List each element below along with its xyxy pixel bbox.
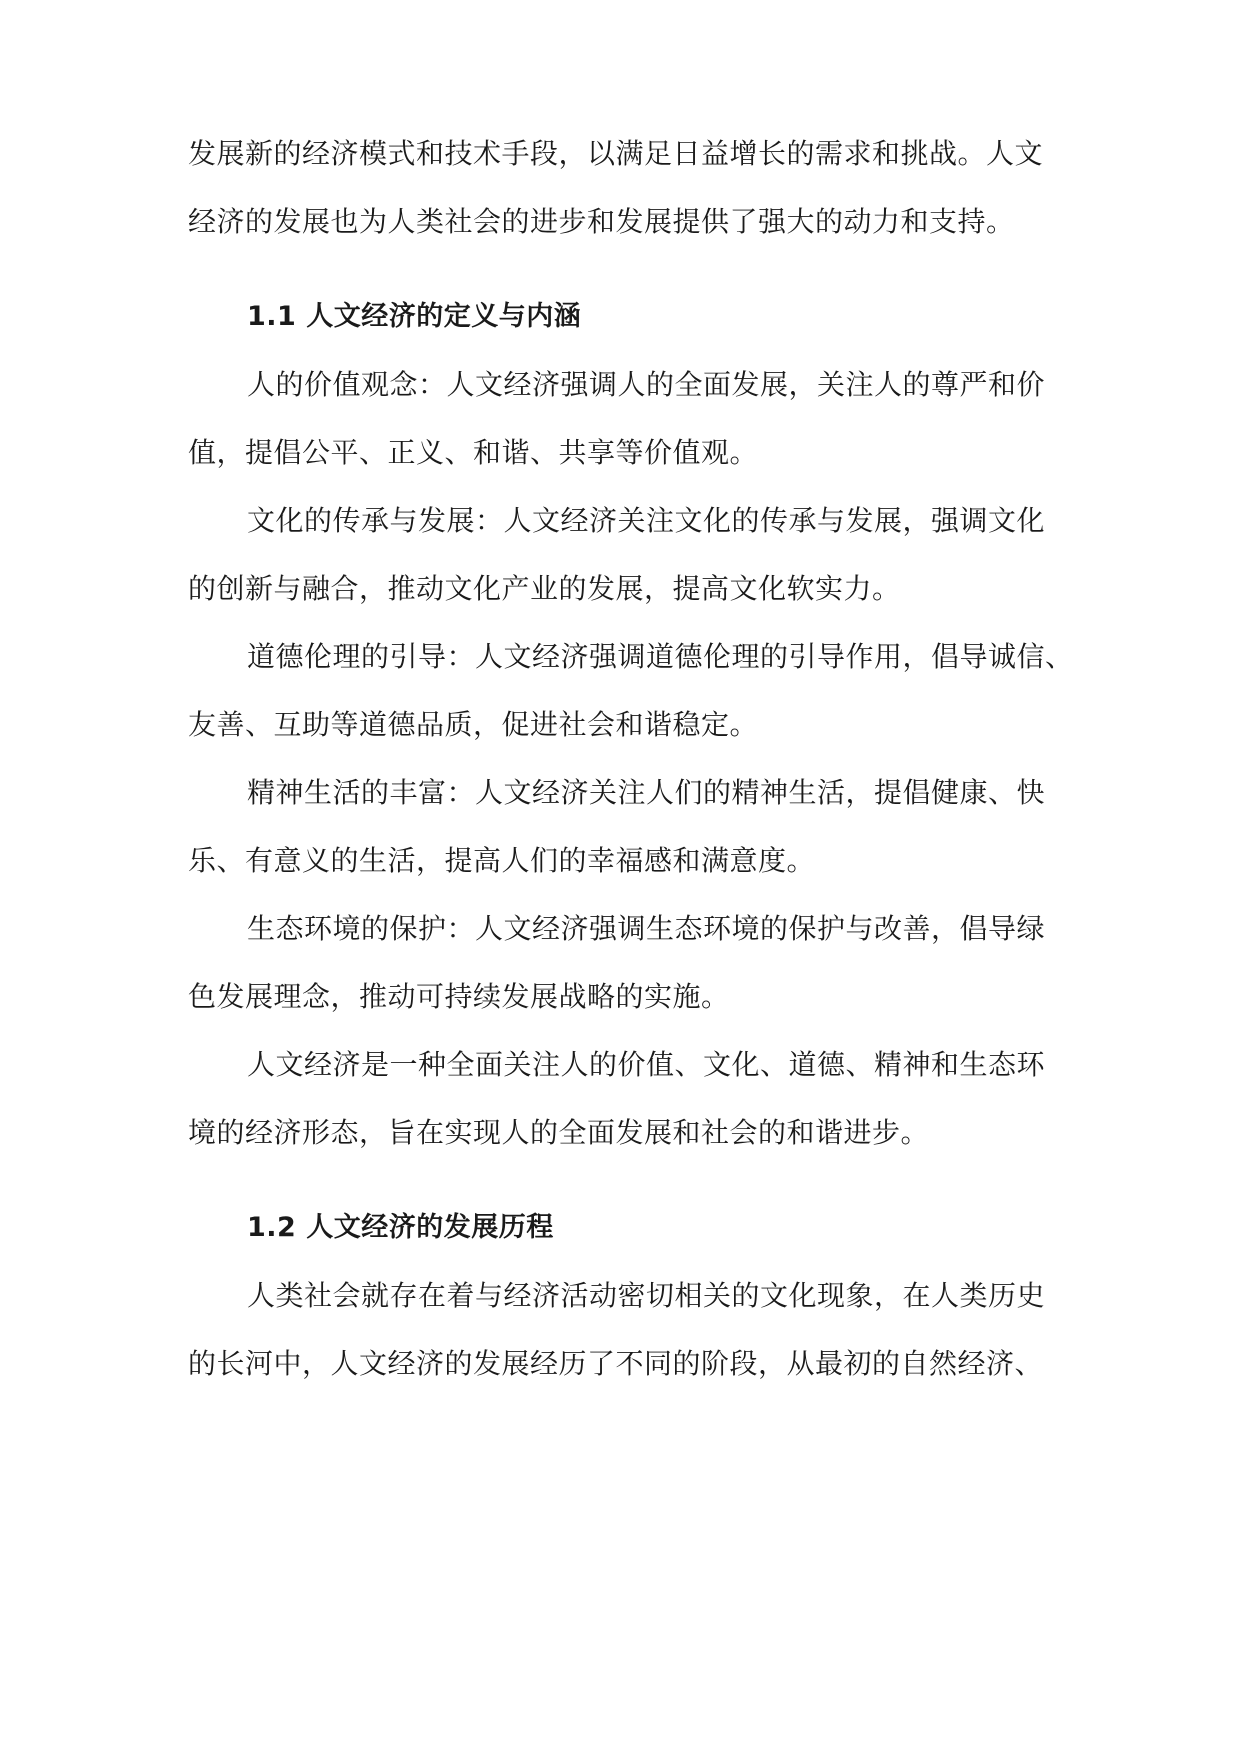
paragraph-line: 色发展理念，推动可持续发展战略的实施。: [188, 980, 730, 1013]
paragraph-line: 人类社会就存在着与经济活动密切相关的文化现象，在人类历史: [247, 1279, 1046, 1312]
paragraph-line: 的创新与融合，推动文化产业的发展，提高文化软实力。: [188, 572, 901, 605]
section-heading-1-2: 1.2 人文经济的发展历程: [247, 1212, 554, 1243]
paragraph-line: 生态环境的保护：人文经济强调生态环境的保护与改善，倡导绿: [247, 912, 1046, 945]
paragraph-line: 的长河中，人文经济的发展经历了不同的阶段，从最初的自然经济、: [188, 1347, 1044, 1380]
paragraph-line: 乐、有意义的生活，提高人们的幸福感和满意度。: [188, 844, 816, 877]
intro-line-1: 发展新的经济模式和技术手段，以满足日益增长的需求和挑战。人文: [188, 137, 1044, 170]
paragraph-line: 精神生活的丰富：人文经济关注人们的精神生活，提倡健康、快: [247, 776, 1046, 809]
paragraph-line: 友善、互助等道德品质，促进社会和谐稳定。: [188, 708, 759, 741]
paragraph-line: 道德伦理的引导：人文经济强调道德伦理的引导作用，倡导诚信、: [247, 640, 1074, 673]
section-heading-1-1: 1.1 人文经济的定义与内涵: [247, 301, 582, 332]
paragraph-line: 值，提倡公平、正义、和谐、共享等价值观。: [188, 436, 759, 469]
paragraph-line: 文化的传承与发展：人文经济关注文化的传承与发展，强调文化: [247, 504, 1046, 537]
intro-line-2: 经济的发展也为人类社会的进步和发展提供了强大的动力和支持。: [188, 205, 1015, 238]
paragraph-line: 人文经济是一种全面关注人的价值、文化、道德、精神和生态环: [247, 1048, 1046, 1081]
paragraph-line: 人的价值观念：人文经济强调人的全面发展，关注人的尊严和价: [247, 368, 1046, 401]
paragraph-line: 境的经济形态，旨在实现人的全面发展和社会的和谐进步。: [188, 1116, 930, 1149]
